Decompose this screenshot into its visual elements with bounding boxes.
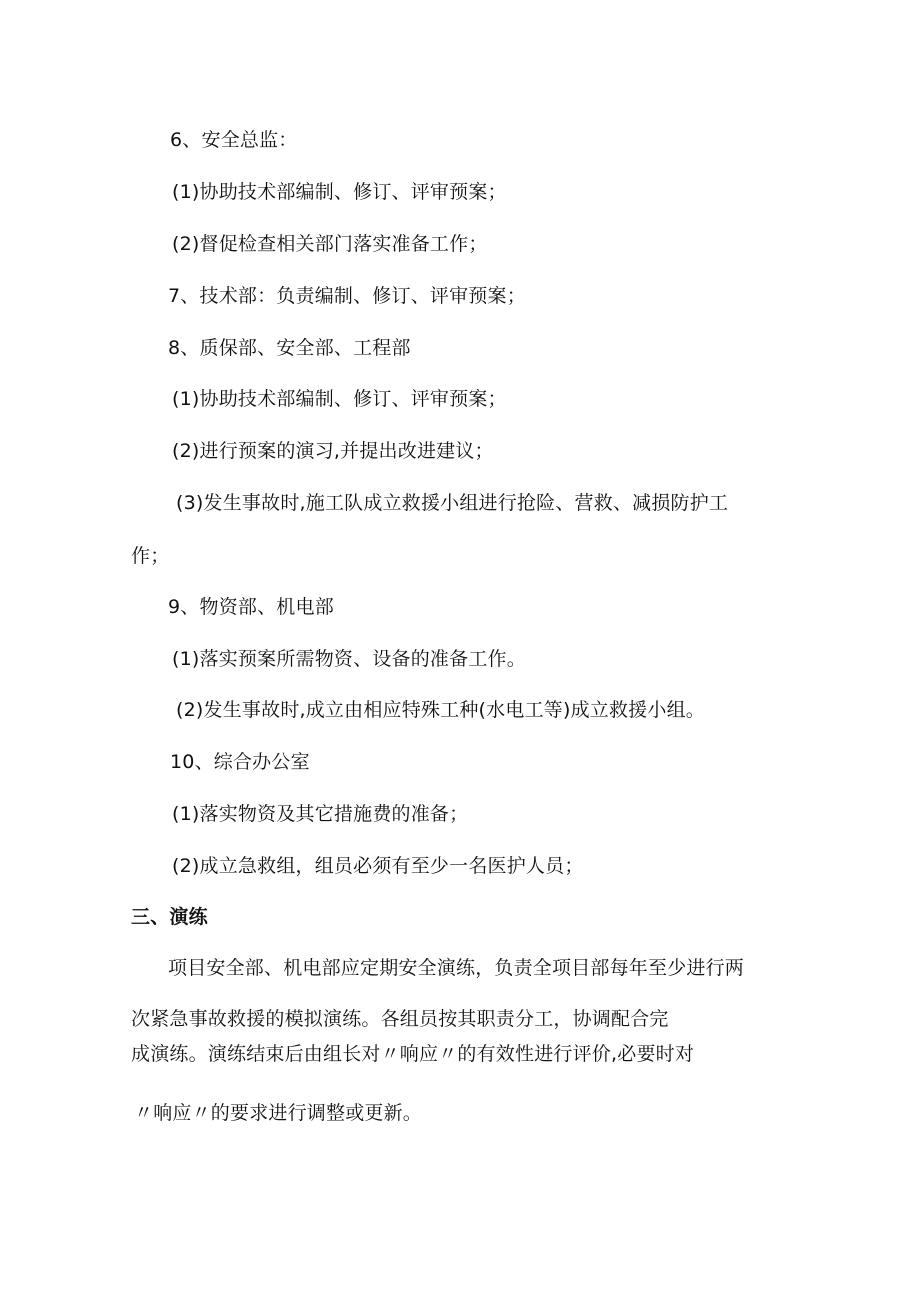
drill-paragraph-line-4: 〃响应〃的要求进行调整或更新。 [134,1102,423,1124]
item-8-2: (2)进行预案的演习,并提出改进建议； [172,440,494,462]
drill-paragraph-line-2: 次紧急事故救援的模拟演练。各组员按其职责分工，协调配合完 [131,1008,669,1030]
item-10-2: (2)成立急救组，组员必须有至少一名医护人员； [172,855,584,877]
item-10-heading: 10、综合办公室 [170,751,310,773]
item-8-3-continuation: 作； [131,545,170,567]
item-9-2: (2)发生事故时,成立由相应特殊工种(水电工等)成立救援小组。 [176,699,705,721]
item-7-heading: 7、技术部：负责编制、修订、评审预案； [168,285,526,307]
section-3-heading: 三、演练 [131,906,208,928]
item-6-heading: 6、安全总监： [170,129,298,151]
item-10-1: (1)落实物资及其它措施费的准备； [172,803,469,825]
drill-paragraph-line-1: 项目安全部、机电部应定期安全演练，负责全项目部每年至少进行两 [168,957,745,979]
item-9-1: (1)落实预案所需物资、设备的准备工作。 [172,648,526,670]
drill-paragraph-line-3: 成演练。演练结束后由组长对〃响应〃的有效性进行评价,必要时对 [131,1043,695,1065]
item-6-2: (2)督促检查相关部门落实准备工作； [172,233,488,255]
item-8-1: (1)协助技术部编制、修订、评审预案； [172,388,507,410]
item-8-heading: 8、质保部、安全部、工程部 [168,337,411,359]
item-8-3: (3)发生事故时,施工队成立救援小组进行抢险、营救、减损防护工 [176,492,729,514]
item-6-1: (1)协助技术部编制、修订、评审预案； [172,181,507,203]
item-9-heading: 9、物资部、机电部 [168,596,334,618]
